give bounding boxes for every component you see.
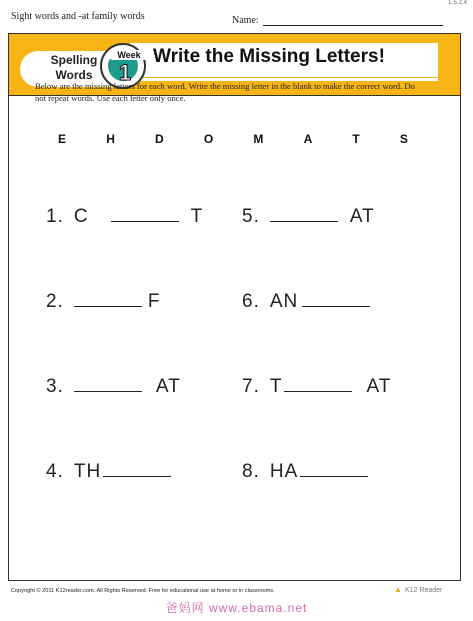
item-number: 7. (242, 376, 260, 397)
item-number: 3. (46, 376, 64, 397)
item-after: AT (155, 376, 181, 397)
item-after: AT (349, 206, 375, 227)
letter-bank-item: T (352, 132, 360, 146)
answer-blank[interactable] (284, 389, 352, 392)
word-item-5 (242, 206, 375, 228)
item-before: T (269, 376, 283, 397)
brand-logo (394, 586, 442, 594)
item-after: AT (366, 376, 392, 397)
name-line[interactable] (263, 17, 443, 26)
word-item-7 (242, 376, 391, 398)
answer-blank[interactable] (103, 474, 171, 477)
word-item-3 (46, 376, 181, 398)
letter-bank-item: D (155, 132, 164, 146)
answer-blank[interactable] (302, 304, 370, 307)
brand-name: K12 Reader (405, 586, 443, 594)
item-number: 2. (46, 291, 64, 312)
letter-bank-item: A (303, 132, 313, 146)
item-after: T (190, 206, 204, 227)
item-before: HA (269, 461, 299, 482)
answer-blank[interactable] (74, 304, 142, 307)
name-label: Name: (232, 15, 259, 26)
item-number: 4. (46, 461, 64, 482)
page-title: Write the Missing Letters! (153, 46, 385, 67)
item-before: TH (73, 461, 102, 482)
instructions: Below are the missing letters for each word. Write the missing letter in the blank to make the correct word. Do not repeat words. Use each letter only once. (35, 81, 415, 103)
item-number: 8. (242, 461, 260, 482)
item-after: F (147, 291, 161, 312)
item-number: 6. (242, 291, 260, 312)
spelling-words-label: Spelling Words (50, 53, 98, 82)
letter-bank-item: H (106, 132, 115, 146)
item-number: 1. (46, 206, 64, 227)
week-number: 1 (118, 60, 132, 85)
answer-blank[interactable] (270, 219, 338, 222)
corner-code: L.5.2.4 (448, 0, 467, 6)
letter-bank (58, 132, 408, 146)
item-number: 5. (242, 206, 260, 227)
worksheet-title: Sight words and -at family words (11, 11, 145, 22)
letter-bank-item: S (399, 132, 408, 146)
letter-bank-item: M (253, 132, 264, 146)
watermark: 爸妈网 www.ebama.net (165, 601, 308, 615)
letter-bank-item: O (203, 132, 214, 146)
k12-logo-icon: ▲ (394, 585, 402, 594)
name-field (232, 15, 443, 26)
answer-blank[interactable] (74, 389, 142, 392)
copyright-footer: Copyright © 2011 K12reader.com. All Rights Reserved. Free for educational use at home or in classrooms. (11, 588, 275, 594)
word-item-6 (242, 291, 374, 313)
word-item-1 (46, 206, 203, 228)
word-item-2 (46, 291, 160, 313)
word-item-4 (46, 461, 175, 483)
answer-blank[interactable] (111, 219, 179, 222)
item-before: C (73, 206, 89, 227)
week-badge-inner (106, 49, 140, 83)
week-label: Week (108, 50, 150, 60)
word-item-8 (242, 461, 372, 483)
item-before: AN (269, 291, 299, 312)
answer-blank[interactable] (300, 474, 368, 477)
letter-bank-item: E (58, 132, 67, 146)
